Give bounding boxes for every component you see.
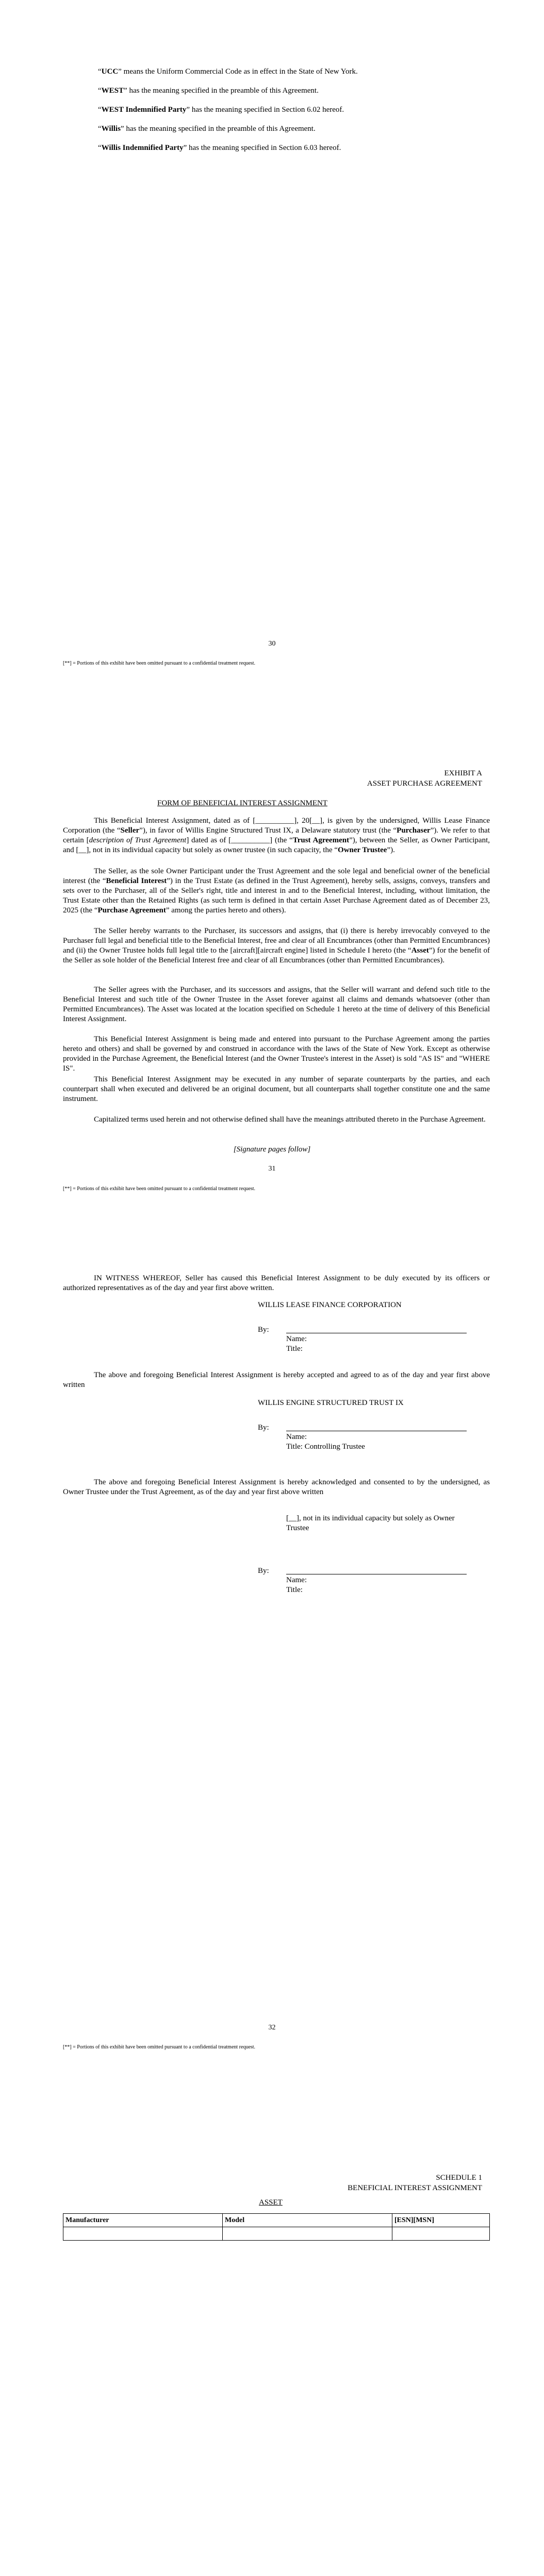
name-label: Name: (286, 1433, 307, 1441)
page-number: 30 (268, 640, 276, 648)
schedule-subtitle: BENEFICIAL INTEREST ASSIGNMENT (348, 2184, 482, 2192)
text-run: The Seller hereby warrants to the Purchaser, its successors and assigns, that (i) there is hereby irrevocably conveyed to the Purchaser full legal and beneficial title to the Beneficial Interest, free and clear of all Encumbrances (other than Permitted Encumbrances) and (ii) the Owner Trustee holds full legal title to the [aircraft][aircraft engine] listed in Schedule I hereto (the “ (63, 927, 490, 955)
defined-term: Beneficial Interest (106, 877, 167, 885)
purchaser-signatory-name: WILLIS ENGINE STRUCTURED TRUST IX (258, 1399, 404, 1407)
form-title: FORM OF BENEFICIAL INTEREST ASSIGNMENT (157, 799, 328, 807)
table-header-row (63, 2214, 490, 2227)
defined-term: Purchase Agreement (97, 906, 166, 914)
paragraph-sale (63, 867, 490, 916)
page-number: 32 (268, 2024, 276, 2031)
definition-text: has the meaning specified in Section 6.02 hereof. (190, 106, 344, 114)
table-cell[interactable] (223, 2227, 392, 2241)
paragraph-capitalized-terms: Capitalized terms used herein and not otherwise defined shall have the meanings attributed thereto in the Purchase Agreement. (94, 1115, 486, 1124)
text-run: ”), between the Seller, as Owner Participant, and [__], not in its individual capacity but solely as owner trustee (in such capacity, the “ (63, 836, 490, 854)
text-run: ”). (387, 846, 395, 854)
definition-text: means the Uniform Commercial Code as in effect in the State of New York. (121, 67, 358, 76)
definition-text: has the meaning specified in the preamble of this Agreement. (124, 125, 316, 133)
seller-signatory-name: WILLIS LEASE FINANCE CORPORATION (258, 1301, 402, 1309)
signature-follow-text: [Signature pages follow] (233, 1145, 311, 1154)
name-label: Name: (286, 1335, 307, 1343)
text-run: ”), in favor of Willis Engine Structured Trust IX, a Delaware statutory trust (the “ (139, 826, 397, 835)
paragraph-governing-law: This Beneficial Interest Assignment is being made and entered into pursuant to the Purchase Agreement among the parties hereto and others) and shall be governed by and construed in accordance with the laws of the State of New York. Except as otherwise provided in the Purchase Agreement, the Beneficial Interest (and the Owner Trustee's interest in the Asset) is sold "AS IS" and "WHERE IS". (63, 1035, 490, 1073)
paragraph-counterparts: This Beneficial Interest Assignment may be executed in any number of separate counterparts by the parties, and each counterpart shall when executed and delivered be an original document, but all counterparts shall together constitute one and the same instrument. (63, 1075, 490, 1103)
text-run: This Beneficial Interest Assignment, dated as of [__________], 20[__], is given by the undersigned, Willis Lease Finance Corporation (the “ (63, 817, 490, 835)
definition-west-indemnified: “WEST Indemnified Party” has the meaning specified in Section 6.02 hereof. (98, 106, 344, 114)
asset-table (63, 2213, 490, 2241)
defined-term: Purchaser (397, 826, 431, 835)
definition-west: “WEST” has the meaning specified in the preamble of this Agreement. (98, 87, 319, 95)
by-label: By: (258, 1567, 269, 1575)
defined-term: Seller (120, 826, 140, 835)
title-label: Title: (286, 1586, 303, 1594)
witness-paragraph: IN WITNESS WHEREOF, Seller has caused this Beneficial Interest Assignment to be duly executed by its officers or authorized representatives as of the day and year first above written. (63, 1274, 490, 1292)
text-run: ”) in the Trust Estate (as defined in the Trust Agreement), hereby sells, assigns, conveys, transfers and sets over to the Purchaser, all of the Seller's right, title and interest in and to the Beneficial Interest, including, without limitation, the Trust Estate other than the Retained Rights (as such term is defined in that certain Asset Purchase Agreement dated as of December 23, 2025 (the “ (63, 877, 490, 914)
definition-term: WEST (101, 87, 124, 95)
column-model: Model (223, 2214, 392, 2227)
paragraph-defend: The Seller agrees with the Purchaser, and its successors and assigns, that the Seller will warrant and defend such title to the Beneficial Interest and such title of the Owner Trustee in the Asset forever against all claims and demands whatsoever (other than Permitted Encumbrances). The Asset was located at the location specified on Schedule 1 hereto at the time of delivery of this Beneficial Interest Assignment. (63, 986, 490, 1023)
table-cell[interactable] (63, 2227, 223, 2241)
asset-heading: ASSET (259, 2198, 283, 2207)
column-manufacturer: Manufacturer (63, 2214, 223, 2227)
signature-follow-note (0, 1145, 544, 1155)
confidential-footnote: [**] = Portions of this exhibit have been omitted pursuant to a confidential treatment request. (63, 2044, 256, 2050)
definition-term: UCC (101, 67, 119, 76)
definition-term: Willis Indemnified Party (101, 144, 184, 152)
text-run: ] dated as of [__________] (the “ (186, 836, 293, 844)
definition-willis-indemnified: “Willis Indemnified Party” has the meaning specified in Section 6.03 hereof. (98, 144, 341, 152)
agreement-label: ASSET PURCHASE AGREEMENT (367, 779, 482, 788)
owner-trustee-signatory: [__], not in its individual capacity but solely as Owner Trustee (286, 1514, 455, 1532)
definition-ucc: “UCC” means the Uniform Commercial Code as in effect in the State of New York. (98, 67, 358, 76)
defined-term: Asset (411, 946, 429, 955)
confidential-footnote: [**] = Portions of this exhibit have been omitted pursuant to a confidential treatment request. (63, 1186, 256, 1192)
definition-text: has the meaning specified in Section 6.03 hereof. (187, 144, 341, 152)
text-run: ”) for the benefit of the Seller as sole holder of the Beneficial Interest free and clear of all Encumbrances (other than Permitted Encumbrances). (63, 946, 490, 964)
definition-term: WEST Indemnified Party (101, 106, 187, 114)
column-esn-msn: [ESN][MSN] (392, 2214, 490, 2227)
text-run: ”). We refer to that certain [ (63, 826, 490, 844)
name-label: Name: (286, 1576, 307, 1584)
table-cell[interactable] (392, 2227, 490, 2241)
defined-term: Owner Trustee (338, 846, 387, 854)
title-label: Title: (286, 1345, 303, 1353)
paragraph-intro (63, 816, 490, 855)
placeholder-text: description of Trust Agreement (89, 836, 187, 844)
accepted-paragraph: The above and foregoing Beneficial Interest Assignment is hereby accepted and agreed to as of the day and year first above written (63, 1371, 490, 1389)
by-label: By: (258, 1423, 269, 1432)
definition-text: has the meaning specified in the preamble of this Agreement. (127, 87, 319, 95)
table-row (63, 2227, 490, 2241)
page-number: 31 (268, 1165, 276, 1173)
confidential-footnote: [**] = Portions of this exhibit have been omitted pursuant to a confidential treatment request. (63, 660, 256, 666)
exhibit-label: EXHIBIT A (444, 769, 482, 777)
acknowledged-paragraph: The above and foregoing Beneficial Interest Assignment is hereby acknowledged and consented to by the undersigned, as Owner Trustee under the Trust Agreement, as of the day and year first above written (63, 1478, 490, 1496)
text-run: ” among the parties hereto and others). (166, 906, 286, 914)
by-label: By: (258, 1326, 269, 1334)
definition-term: Willis (101, 125, 121, 133)
schedule-label: SCHEDULE 1 (436, 2174, 482, 2182)
defined-term: Trust Agreement (292, 836, 350, 844)
paragraph-warranty (63, 926, 490, 965)
title-controlling-trustee: Title: Controlling Trustee (286, 1443, 365, 1451)
text-run: The Seller, as the sole Owner Participant under the Trust Agreement and the sole legal and beneficial owner of the beneficial interest (the “ (63, 867, 490, 885)
definition-willis: “Willis” has the meaning specified in the preamble of this Agreement. (98, 125, 316, 133)
